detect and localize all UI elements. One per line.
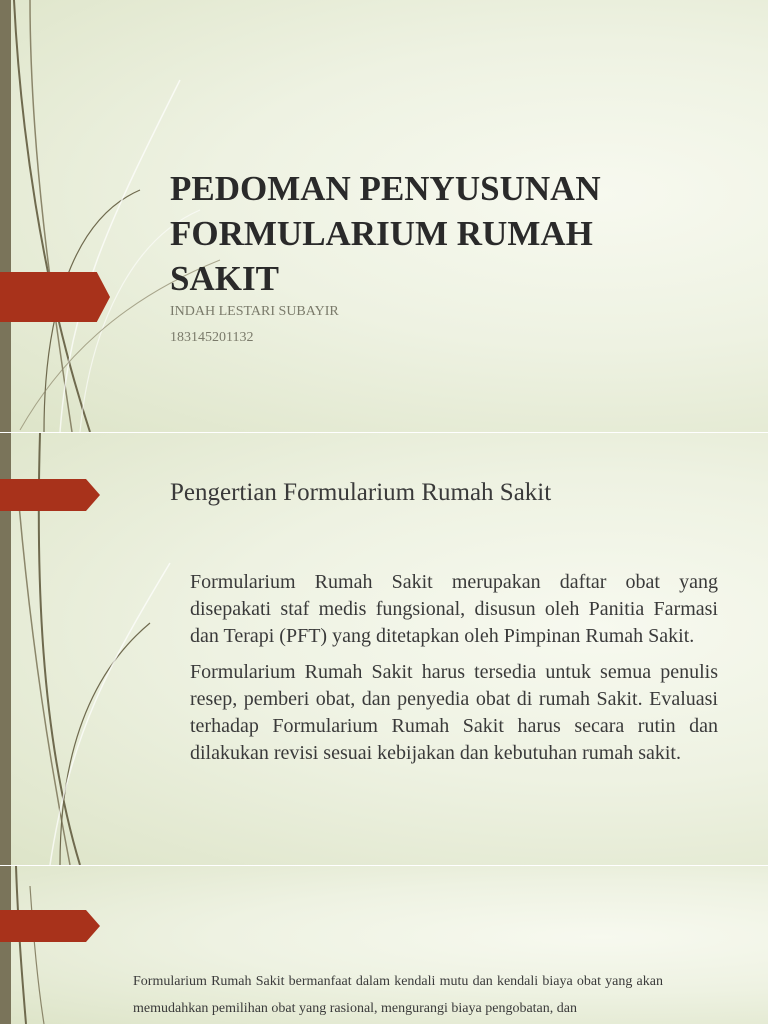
list-item — [170, 659, 718, 767]
student-id: 183145201132 — [170, 330, 254, 345]
definition-slide — [0, 433, 768, 865]
list-item — [115, 968, 663, 1022]
title-slide — [0, 0, 768, 432]
slide-title: PEDOMAN PENYUSUNAN FORMULARIUM RUMAH SAKIT — [170, 169, 601, 298]
accent-arrow-tab — [0, 910, 100, 942]
bullet-list — [115, 968, 663, 1022]
benefit-slide — [0, 866, 768, 1024]
decorative-swirl-lines — [0, 866, 120, 1024]
list-item — [170, 569, 718, 650]
accent-arrow-tab — [0, 479, 100, 511]
bullet-text: Formularium Rumah Sakit harus tersedia untuk semua penulis resep, pemberi obat, dan penyedia obat di rumah Sakit. Evaluasi terhadap Formularium Rumah Sakit harus secara rutin dan dilakukan revisi sesuai kebijakan dan kebutuhan rumah sakit. — [190, 661, 718, 764]
bullet-text: Formularium Rumah Sakit bermanfaat dalam kendali mutu dan kendali biaya obat yang akan memudahkan pemilihan obat yang rasional, mengurangi biaya pengobatan, dan — [133, 974, 663, 1016]
bullet-list — [170, 569, 718, 776]
bullet-text: Formularium Rumah Sakit merupakan daftar obat yang disepakati staf medis fungsional, disusun oleh Panitia Farmasi dan Terapi (PFT) yang ditetapkan oleh Pimpinan Rumah Sakit. — [190, 571, 718, 647]
author-name: INDAH LESTARI SUBAYIR — [170, 304, 339, 319]
accent-arrow-tab — [0, 272, 110, 322]
section-heading: Pengertian Formularium Rumah Sakit — [170, 479, 552, 506]
